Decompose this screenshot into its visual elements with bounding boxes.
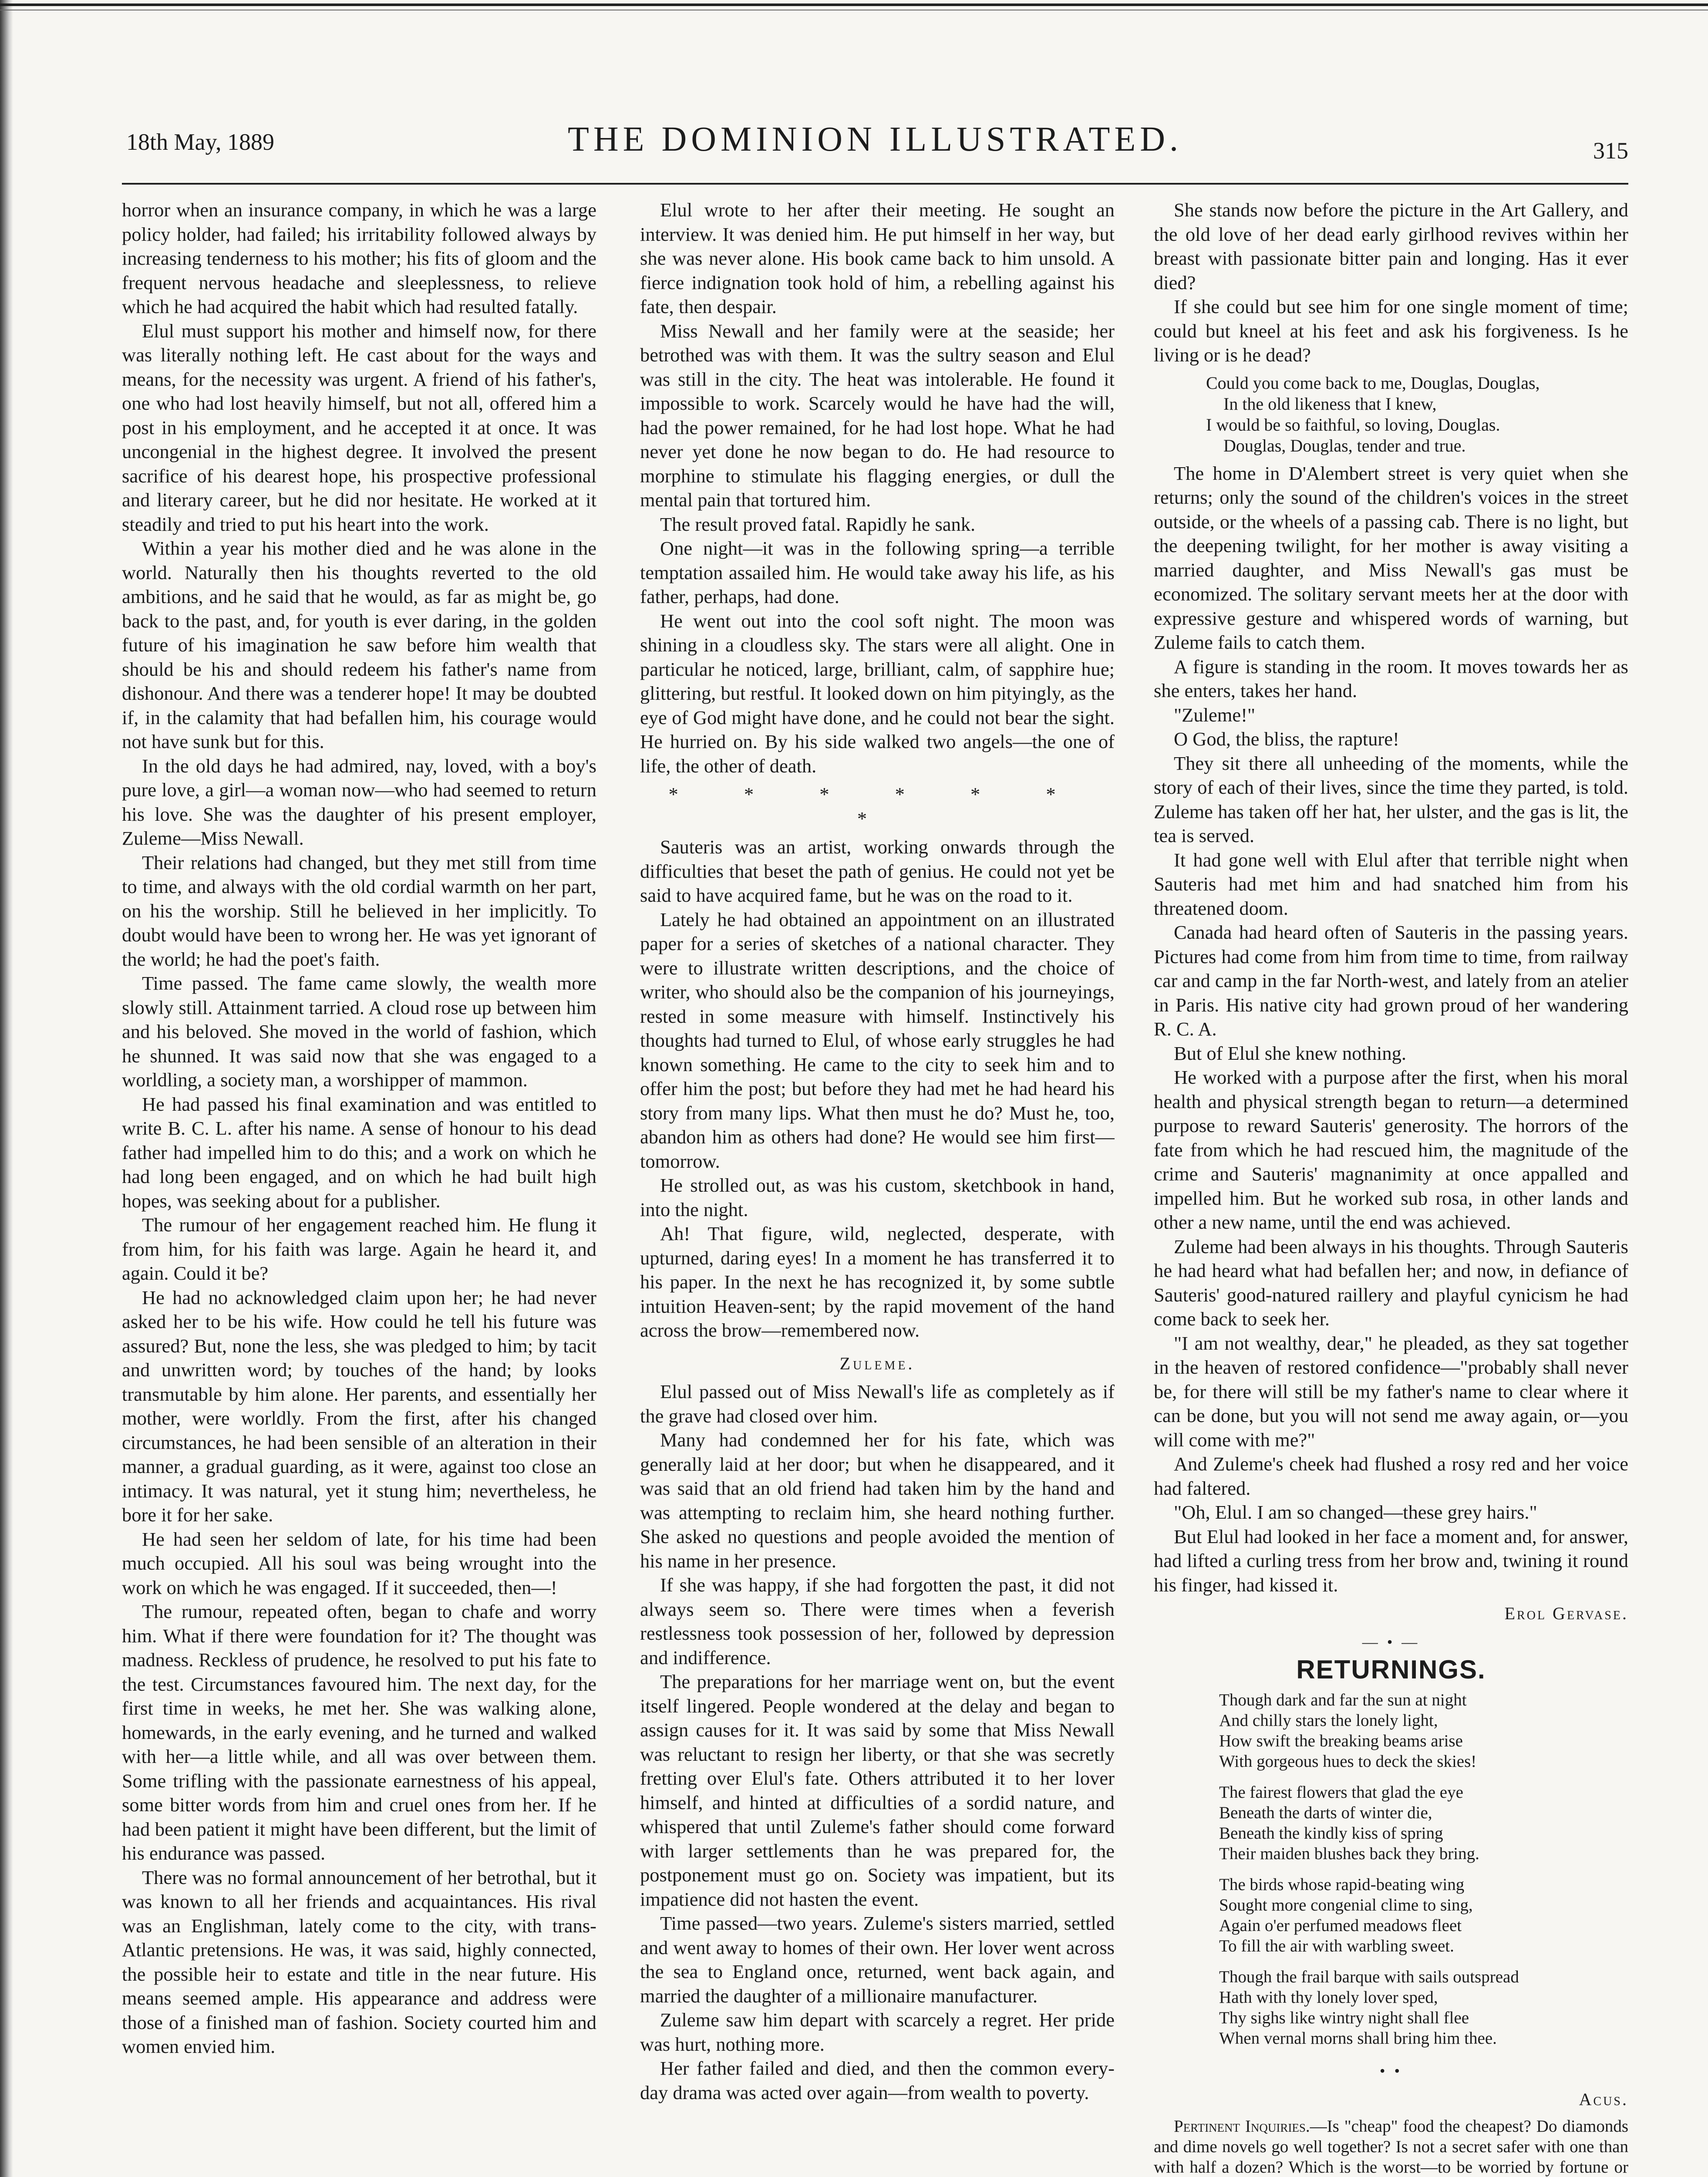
poem-signature: Acus. <box>1579 2089 1628 2109</box>
page-number: 315 <box>1593 138 1628 164</box>
paragraph: And Zuleme's cheek had flushed a rosy red and her voice had faltered. <box>1154 1453 1628 1499</box>
paragraph: Many had condemned her for his fate, which was generally laid at her door; but when he disappeared, and it was said that an old friend had taken him by the hand and was attempting to reclaim him, she heard nothing further. She asked no questions and people avoided the mention of his name in her presence. <box>640 1429 1115 1572</box>
paragraph: He worked with a purpose after the first, when his moral health and physical strength began to return—a determined purpose to reward Sauteris' generosity. The horrors of the fate from which he had rescued him, the magnitude of the crime and Sauteris' magnanimity at once appalled and impelled him. But he worked sub rosa, in other lands and other a new name, until the end was achieved. <box>1154 1066 1628 1233</box>
paragraph: Time passed—two years. Zuleme's sisters married, settled and went away to homes of their own. Her lover went across the sea to England once, returned, went back again, and married the daughter of a millionaire manufacturer. <box>640 1912 1115 2007</box>
paragraph: The home in D'Alembert street is very quiet when she returns; only the sound of the children's voices in the street outside, or the wheels of a passing cab. There is no light, but the deepening twilight, for her mother is away visiting a married daughter, and Miss Newall's gas must be economized. The solitary servant meets her at the door with expressive gesture and whispered words of warning, but Zuleme fails to catch them. <box>1154 462 1628 653</box>
poem-stanza <box>1219 1967 1628 2049</box>
paragraph: horror when an insurance company, in which he was a large policy holder, had failed; his irritability followed always by increasing tenderness to his mother; his fits of gloom and the frequent nervous headache and sleeplessness, to relieve which he had acquired the habit which had resulted fatally. <box>122 199 596 317</box>
quoted-verse <box>1206 373 1628 456</box>
paragraph: A figure is standing in the room. It moves towards her as she enters, takes her hand. <box>1154 655 1628 701</box>
paragraph: One night—it was in the following spring—a terrible temptation assailed him. He would take away his life, as his father, perhaps, had done. <box>640 537 1115 607</box>
paragraph: He went out into the cool soft night. The moon was shining in a cloudless sky. The stars were all alight. One in particular he noticed, large, brilliant, calm, of sapphire hue; glittering, but restful. It looked down on him pityingly, as the eye of God might have done, and he could not bear the sight. He hurried on. By his side walked two angels—the one of life, the other of death. <box>640 610 1115 777</box>
paragraph: "Oh, Elul. I am so changed—these grey hairs." <box>1174 1501 1537 1523</box>
ornament-divider: — • — <box>1362 1633 1420 1651</box>
section-heading: Zuleme. <box>839 1353 915 1373</box>
masthead-title: THE DOMINION ILLUSTRATED. <box>567 120 1183 158</box>
poem-line: Sought more congenial clime to sing, <box>1219 1895 1473 1914</box>
paragraph: The result proved fatal. Rapidly he sank. <box>660 513 976 535</box>
page-header <box>122 120 1628 181</box>
verse-line: I would be so faithful, so loving, Douglas. <box>1206 415 1500 435</box>
paragraph: Within a year his mother died and he was alone in the world. Naturally then his thoughts reverted to the old ambitions, and he said that he would, as far as might be, go back to the past, and, for youth is ever daring, in the golden future of his imagination he saw before him wealth that should be his and should redeem his father's name from dishonour. And there was a tenderer hope! It may be doubted if, in the calamity that had befallen him, his courage would not have sunk but for this. <box>122 537 596 752</box>
paragraph: She stands now before the picture in the Art Gallery, and the old love of her dead early girlhood revives within her breast with passionate bitter pain and longing. Has it ever died? <box>1154 199 1628 293</box>
paragraph: Canada had heard often of Sauteris in the passing years. Pictures had come from him from time to time, from railway car and camp in the far North-west, and lately from an atelier in Paris. His native city had grown proud of her wandering R. C. A. <box>1154 921 1628 1040</box>
paragraph: He had no acknowledged claim upon her; he had never asked her to be his wife. How could he tell his future was assured? But, none the less, she was pledged to him; by tacit and unwritten word; by touches of the hand; by looks transmutable by him alone. Her parents, and essentially her mother, were worldly. From the first, after his changed circumstances, he had been sensible of an alteration in their manner, a gradual guarding, as it were, against too close an intimacy. It was natural, yet it stung him; nevertheless, he bore it for her sake. <box>122 1286 596 1526</box>
page-binding-edge <box>0 0 13 2177</box>
paragraph: It had gone well with Elul after that terrible night when Sauteris had met him and had snatched him from his threatened doom. <box>1154 849 1628 919</box>
poem-line: Beneath the kindly kiss of spring <box>1219 1823 1443 1843</box>
paragraph: "Zuleme!" <box>1174 704 1256 726</box>
poem-line: Hath with thy lonely lover sped, <box>1219 1988 1438 2007</box>
paragraph: If she could but see him for one single moment of time; could but kneel at his feet and ask his forgiveness. Is he living or is he dead? <box>1154 296 1628 366</box>
paragraph: Time passed. The fame came slowly, the wealth more slowly still. Attainment tarried. A cloud rose up between him and his beloved. She moved in the world of fashion, which he shunned. It was said now that she was engaged to a worldling, a society man, a worshipper of mammon. <box>122 972 596 1091</box>
poem-line: Though the frail barque with sails outspread <box>1219 1967 1519 1986</box>
paragraph: Ah! That figure, wild, neglected, desperate, with upturned, daring eyes! In a moment he has transferred it to his paper. In the next he has recognized it, by some subtle intuition Heaven-sent; by the rapid movement of the hand across the brow—remembered now. <box>640 1223 1115 1341</box>
poem-stanza <box>1219 1690 1628 1772</box>
pertinent-inquiries-text: —Is "cheap" food the cheapest? Do diamonds and dime novels go well together? Is not a secret safer with one than with half a dozen? Which is the worst—to be worried by fortune or <box>1154 2116 1628 2177</box>
paragraph: But of Elul she knew nothing. <box>1174 1042 1406 1064</box>
poem <box>1219 1690 1628 2049</box>
paragraph: Zuleme saw him depart with scarcely a regret. Her pride was hurt, nothing more. <box>640 2009 1115 2055</box>
poem-line: How swift the breaking beams arise <box>1219 1731 1463 1750</box>
paragraph: "I am not wealthy, dear," he pleaded, as they sat together in the heaven of restored confidence—"probably shall never be, for there will still be my father's name to clear where it can be done, but you will not send me away again, or—you will come with me?" <box>1154 1332 1628 1451</box>
verse-line: In the old likeness that I knew, <box>1223 394 1437 414</box>
paragraph: Sauteris was an artist, working onwards through the difficulties that beset the path of genius. He could not yet be said to have acquired fame, but he was on the road to it. <box>640 836 1115 906</box>
paragraph: Their relations had changed, but they met still from time to time, and always with the old cordial warmth on her part, on his the worship. Still he believed in her implicitly. To doubt would have been to wrong her. He was yet ignorant of the world; he had the poet's faith. <box>122 851 596 970</box>
poem-line: And chilly stars the lonely light, <box>1219 1711 1438 1730</box>
poem-line: To fill the air with warbling sweet. <box>1219 1936 1454 1955</box>
header-rule <box>122 183 1628 185</box>
paragraph: He had seen her seldom of late, for his time had been much occupied. All his soul was being wrought into the work on which he was engaged. If it succeeded, then—! <box>122 1528 596 1598</box>
paragraph: In the old days he had admired, nay, loved, with a boy's pure love, a girl—a woman now—who had seemed to return his love. She was the daughter of his present employer, Zuleme—Miss Newall. <box>122 755 596 849</box>
paragraph: He had passed his final examination and was entitled to write B. C. L. after his name. A sense of honour to his dead father had impelled him to do this; and a work on which he had long been engaged, and on which he had built high hopes, was seeking about for a publisher. <box>122 1093 596 1212</box>
paragraph: Elul must support his mother and himself now, for there was literally nothing left. He cast about for the ways and means, for the necessity was urgent. A friend of his father's, one who had lost heavily himself, but not all, offered him a post in his employment, and he accepted it at once. It was uncongenial in the highest degree. It involved the present sacrifice of his dearest hope, his prospective professional and literary career, but he did nor hesitate. He worked at it steadily and tried to put his heart into the work. <box>122 320 596 535</box>
pertinent-inquiries <box>1154 2116 1628 2177</box>
paragraph: The rumour, repeated often, began to chafe and worry him. What if there were foundation for it? The thought was madness. Reckless of prudence, he resolved to put his fate to the test. Circumstances favoured him. The next day, for the first time in weeks, he met her. She was walking alone, homewards, in the early evening, and he turned and walked with her—a little while, and all was over between them. Some trifling with the passionate earnestness of his appeal, some bitter words from him and cruel ones from her. If he had been patient it might have been different, but the limit of his endurance was passed. <box>122 1601 596 1864</box>
column-2 <box>640 198 1115 2177</box>
paragraph: He strolled out, as was his custom, sketchbook in hand, into the night. <box>640 1174 1115 1220</box>
poem-stanza <box>1219 1782 1628 1864</box>
verse-line: Could you come back to me, Douglas, Douglas, <box>1206 373 1540 393</box>
verse-line: Douglas, Douglas, tender and true. <box>1223 435 1466 455</box>
poem-stanza <box>1219 1874 1628 1956</box>
paragraph: Elul passed out of Miss Newall's life as completely as if the grave had closed over him. <box>640 1381 1115 1427</box>
poem-line: Though dark and far the sun at night <box>1219 1690 1467 1709</box>
paragraph: Her father failed and died, and then the common every-day drama was acted over again—from wealth to poverty. <box>640 2057 1115 2103</box>
poem-line: When vernal morns shall bring him thee. <box>1219 2029 1497 2048</box>
column-3 <box>1154 198 1628 2177</box>
paragraph: Lately he had obtained an appointment on an illustrated paper for a series of sketches of a national character. They were to illustrate written descriptions, and the choice of writer, who should also be the companion of his journeyings, rested in some measure with himself. Instinctively his thoughts had turned to Elul, of whose early struggles he had known something. He came to the city to seek him and to offer him the post; but before they had met he had heard his story from many lips. What then must he do? Must he, too, abandon him as others had done? He would see him first—tomorrow. <box>640 908 1115 1172</box>
paragraph: The rumour of her engagement reached him. He flung it from him, for his faith was large. Again he heard it, and again. Could it be? <box>122 1214 596 1284</box>
paragraph: If she was happy, if she had forgotten the past, it did not always seem so. There were times when a feverish restlessness took possession of her, followed by depression and indifference. <box>640 1574 1115 1668</box>
poem-line: Their maiden blushes back they bring. <box>1219 1844 1479 1863</box>
poem-line: Beneath the darts of winter die, <box>1219 1803 1432 1822</box>
poem-title: RETURNINGS. <box>1296 1655 1486 1684</box>
poem-line: With gorgeous hues to deck the skies! <box>1219 1752 1477 1771</box>
paragraph: Miss Newall and her family were at the seaside; her betrothed was with them. It was the sultry season and Elul was still in the city. The heat was intolerable. He found it impossible to work. Scarcely would he have had the will, had the power remained, for he had lost hope. What he had never yet done he now began to do. He had resource to morphine to stimulate his flagging energies, or dull the mental pain that tortured him. <box>640 320 1115 511</box>
ornament-divider: • • <box>1379 2062 1403 2079</box>
paragraph: They sit there all unheeding of the moments, while the story of each of their lives, since the time they parted, is told. Zuleme has taken off her hat, her ulster, and the gas is lit, the tea is served. <box>1154 752 1628 846</box>
poem-line: The birds whose rapid-beating wing <box>1219 1875 1465 1894</box>
paragraph: O God, the bliss, the rapture! <box>1174 728 1399 750</box>
poem-line: The fairest flowers that glad the eye <box>1219 1783 1463 1802</box>
paragraph: The preparations for her marriage went on, but the event itself lingered. People wondered at the delay and began to assign causes for it. It was said by some that Miss Newall was reluctant to resign her liberty, or that she was secretly fretting over Elul's fate. Others attributed it to her lover himself, and hinted at difficulties of a sordid nature, and whispered that until Zuleme's father should come forward with larger settlements than he was prepared for, the postponement must go on. Society was impatient, but its impatience did not hasten the event. <box>640 1671 1115 1910</box>
story-signature: Erol Gervase. <box>1504 1604 1628 1623</box>
section-break-stars: * * * * * * * <box>668 783 1086 829</box>
column-1 <box>122 198 596 2177</box>
pertinent-inquiries-label: Pertinent Inquiries. <box>1174 2116 1310 2136</box>
paragraph: But Elul had looked in her face a moment and, for answer, had lifted a curling tress from her brow and, twining it round his finger, had kissed it. <box>1154 1525 1628 1596</box>
top-border-rule <box>0 3 1708 6</box>
issue-date: 18th May, 1889 <box>126 129 274 155</box>
paragraph: Zuleme had been always in his thoughts. Through Sauteris he had heard what had befallen her; and now, in defiance of Sauteris' good-natured raillery and playful cynicism he had come back to seek her. <box>1154 1235 1628 1330</box>
paragraph: There was no formal announcement of her betrothal, but it was known to all her friends and acquaintances. His rival was an Englishman, lately come to the city, with trans-Atlantic pretensions. He was, it was said, highly connected, the possible heir to estate and title in the near future. His means seemed ample. His appearance and address were those of a finished man of fashion. Society courted him and women envied him. <box>122 1866 596 2057</box>
poem-line: Again o'er perfumed meadows fleet <box>1219 1916 1462 1935</box>
paragraph: Elul wrote to her after their meeting. He sought an interview. It was denied him. He put himself in her way, but she was never alone. His book came back to him unsold. A fierce indignation took hold of him, a rebelling against his fate, then despair. <box>640 199 1115 317</box>
poem-line: Thy sighs like wintry night shall flee <box>1219 2008 1469 2027</box>
